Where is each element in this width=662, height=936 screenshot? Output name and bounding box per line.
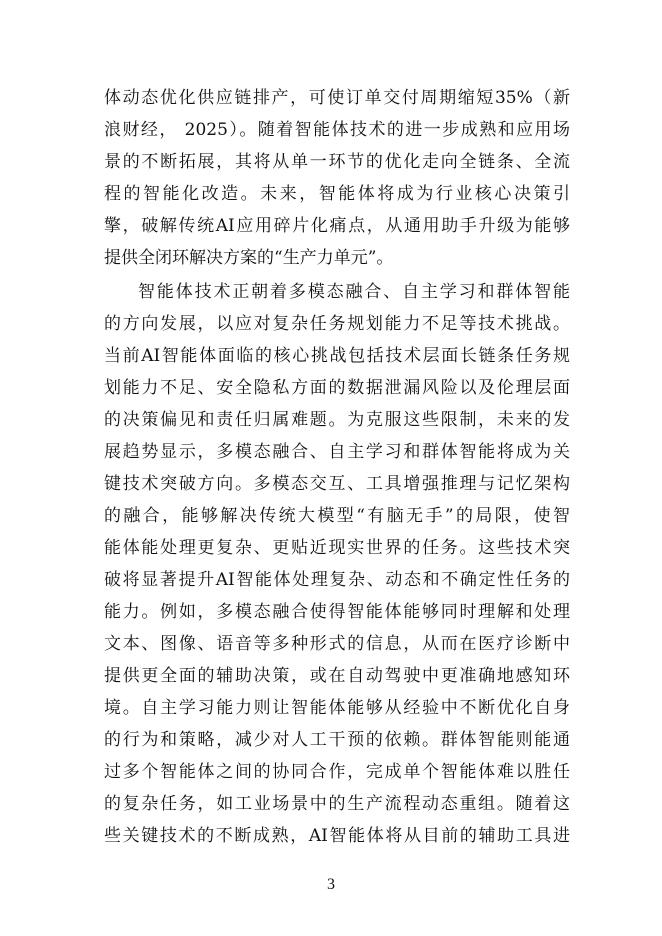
text-line: 的行为和策略，减少对人工干预的依赖。群体智能则能通 — [104, 730, 570, 750]
text-line: 擎，破解传统AI应用碎片化痛点，从通用助手升级为能够 — [104, 216, 570, 236]
text-line: 境。自主学习能力则让智能体能够从经验中不断优化自身 — [104, 698, 570, 718]
text-line: 破将显著提升AI智能体处理复杂、动态和不确定性任务的 — [104, 570, 570, 590]
text-line: 些关键技术的不断成熟，AI智能体将从目前的辅助工具进 — [104, 826, 570, 846]
text-line: 能体能处理更复杂、更贴近现实世界的任务。这些技术突 — [104, 538, 570, 558]
text-line: 键技术突破方向。多模态交互、工具增强推理与记忆架构 — [104, 474, 570, 494]
text-line: 的复杂任务，如工业场景中的生产流程动态重组。随着这 — [104, 794, 570, 814]
text-line: 景的不断拓展，其将从单一环节的优化走向全链条、全流 — [104, 152, 570, 172]
text-line: 浪财经， 2025）。随着智能体技术的进一步成熟和应用场 — [104, 120, 570, 140]
text-line: 智能体技术正朝着多模态融合、自主学习和群体智能 — [138, 282, 570, 302]
text-line: 提供更全面的辅助决策，或在自动驾驶中更准确地感知环 — [104, 666, 570, 686]
text-line: 的融合，能够解决传统大模型“有脑无手”的局限，使智 — [104, 506, 570, 526]
paragraph-2 — [104, 276, 570, 852]
text-line: 的决策偏见和责任归属难题。为克服这些限制，未来的发 — [104, 410, 570, 430]
text-line: 展趋势显示，多模态融合、自主学习和群体智能将成为关 — [104, 442, 570, 462]
text-line: 文本、图像、语音等多种形式的信息，从而在医疗诊断中 — [104, 634, 570, 654]
text-line: 能力。例如，多模态融合使得智能体能够同时理解和处理 — [104, 602, 570, 622]
text-line: 过多个智能体之间的协同合作，完成单个智能体难以胜任 — [104, 762, 570, 782]
text-line: 体动态优化供应链排产，可使订单交付周期缩短35%（新 — [104, 88, 570, 108]
paragraph-1 — [104, 82, 570, 274]
text-line: 当前AI智能体面临的核心挑战包括技术层面长链条任务规 — [104, 346, 570, 366]
page-number: 3 — [327, 876, 335, 893]
text-line: 程的智能化改造。未来，智能体将成为行业核心决策引 — [104, 184, 570, 204]
text-line: 划能力不足、安全隐私方面的数据泄漏风险以及伦理层面 — [104, 378, 570, 398]
text-line: 的方向发展，以应对复杂任务规划能力不足等技术挑战。 — [104, 314, 570, 334]
text-line: 提供全闭环解决方案的“生产力单元”。 — [104, 248, 394, 268]
document-body — [104, 82, 570, 852]
